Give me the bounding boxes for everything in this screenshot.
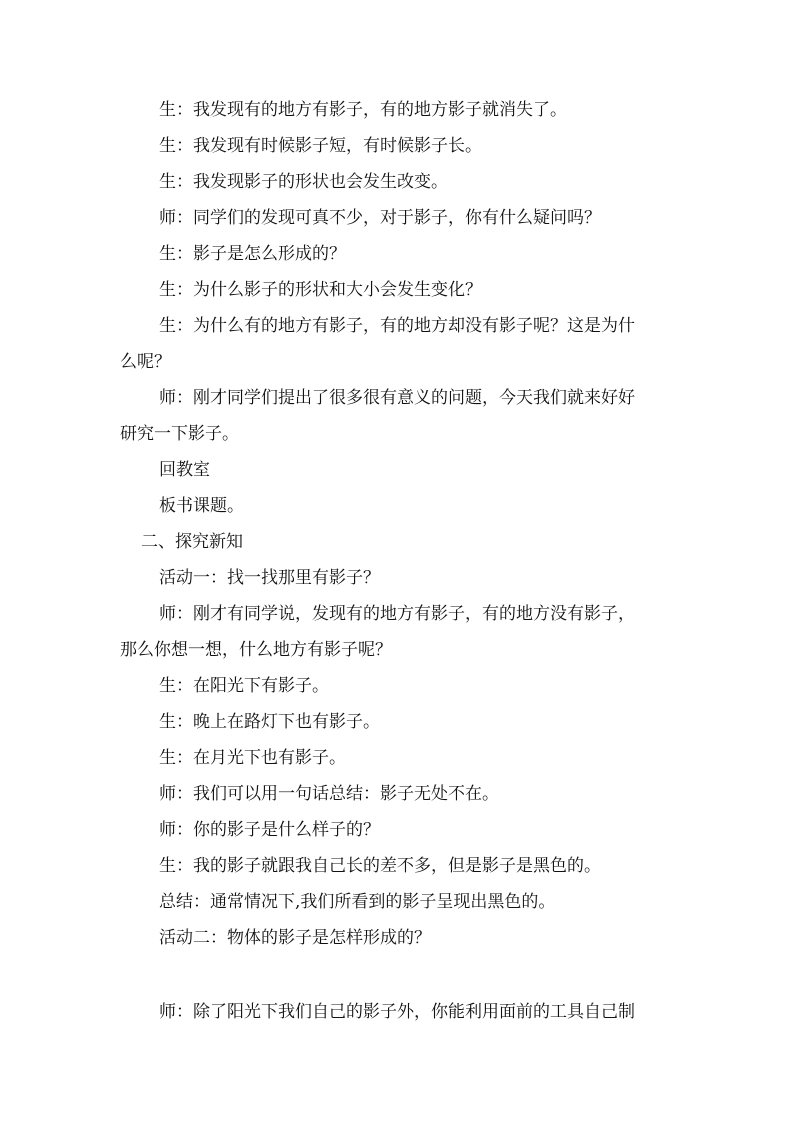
dialogue-line: 师：刚才有同学说，发现有的地方有影子，有的地方没有影子， <box>159 604 635 624</box>
dialogue-line: 生：影子是怎么形成的？ <box>159 244 346 264</box>
dialogue-line: 生：为什么影子的形状和大小会发生变化？ <box>159 280 482 300</box>
dialogue-line: 生：在阳光下有影子。 <box>159 676 329 696</box>
dialogue-line-continuation: 研究一下影子。 <box>120 424 239 444</box>
dialogue-line: 师：你的影子是什么样子的？ <box>159 820 380 840</box>
dialogue-line-continuation: 那么你想一想，什么地方有影子呢？ <box>120 640 392 660</box>
dialogue-line: 生：我的影子就跟我自己长的差不多，但是影子是黑色的。 <box>159 856 601 876</box>
dialogue-line: 生：在月光下也有影子。 <box>159 748 346 768</box>
dialogue-line: 师：同学们的发现可真不少，对于影子，你有什么疑问吗？ <box>159 208 601 228</box>
dialogue-line: 师：除了阳光下我们自己的影子外，你能利用面前的工具自己制 <box>159 1002 635 1022</box>
activity-heading: 活动二：物体的影子是怎样形成的？ <box>159 928 431 948</box>
section-heading: 二、探究新知 <box>141 532 243 552</box>
instruction-line: 回教室 <box>159 460 210 480</box>
dialogue-line: 生：我发现有时候影子短，有时候影子长。 <box>159 136 482 156</box>
activity-heading: 活动一：找一找那里有影子？ <box>159 568 380 588</box>
dialogue-line: 师：我们可以用一句话总结：影子无处不在。 <box>159 784 499 804</box>
dialogue-line: 生：为什么有的地方有影子，有的地方却没有影子呢？这是为什 <box>159 316 635 336</box>
dialogue-line: 师：刚才同学们提出了很多很有意义的问题，今天我们就来好好 <box>159 388 635 408</box>
dialogue-line-continuation: 么呢？ <box>120 352 171 372</box>
dialogue-line: 生：晚上在路灯下也有影子。 <box>159 712 380 732</box>
dialogue-line: 生：我发现有的地方有影子，有的地方影子就消失了。 <box>159 100 567 120</box>
dialogue-line: 生：我发现影子的形状也会发生改变。 <box>159 172 448 192</box>
summary-line: 总结：通常情况下,我们所看到的影子呈现出黑色的。 <box>159 892 556 912</box>
instruction-line: 板书课题。 <box>159 496 244 516</box>
